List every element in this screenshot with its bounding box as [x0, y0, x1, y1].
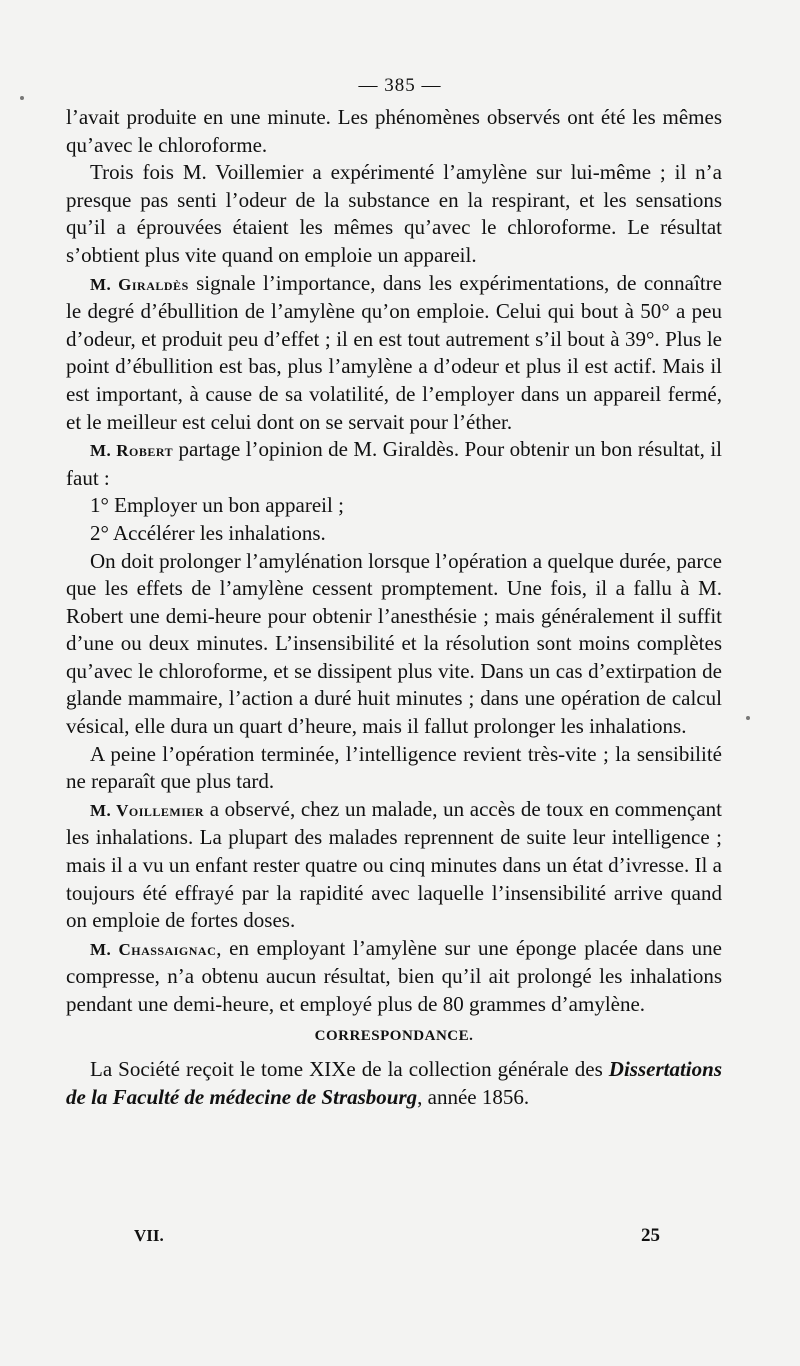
publication-title: Dissertations de la Faculté de médecine de Strasbourg	[66, 1057, 722, 1109]
paragraph-1: l’avait produite en une minute. Les phénomènes observés ont été les mêmes qu’avec le chloroforme.	[66, 105, 722, 157]
list-item-2: 2° Accélérer les inhalations.	[90, 520, 326, 545]
speaker-name: M. Robert	[90, 441, 174, 461]
speck	[746, 716, 750, 720]
paragraph-6: A peine l’opération terminée, l’intelligence revient très-vite ; la sensibilité ne reparaît que plus tard.	[66, 741, 722, 794]
paragraph-8-text: , en employant l’amylène sur une éponge placée dans une compresse, n’a obtenu aucun résultat, bien qu’il ait prolongé les inhalations pendant une demi-heure, et employé plus de 80 grammes d’amylène.	[66, 935, 723, 1016]
signature-mark: VII.	[134, 1226, 164, 1245]
speaker-name: M. Chassaignac	[90, 939, 217, 959]
speaker-name: M. Giraldès	[90, 274, 189, 294]
paragraph-7	[66, 796, 722, 935]
paragraph-4-text: partage l’opinion de M. Giraldès. Pour obtenir un bon résultat, il faut :	[66, 437, 722, 490]
paragraph-9-end: , année 1856.	[417, 1084, 530, 1109]
speaker-name: M. Voillemier	[90, 800, 205, 820]
section-title: CORRESPONDANCE.	[314, 1027, 474, 1044]
paragraph-9	[66, 1056, 722, 1111]
page-number: — 385 —	[358, 75, 442, 96]
paragraph-9-start: La Société reçoit le tome XIXe de la collection générale des	[90, 1057, 609, 1082]
body-text	[66, 104, 722, 1111]
paragraph-3	[66, 270, 722, 437]
paragraph-2: Trois fois M. Voillemier a expérimenté l’amylène sur lui-même ; il n’a presque pas senti l’odeur de la substance en la respirant, et les sensations qu’il a éprouvées étaient les mêmes qu’avec le chloroforme. Le résultat s’obtient plus vite quand on emploie un appareil.	[66, 160, 722, 267]
paragraph-4	[66, 436, 722, 492]
paragraph-3-text: signale l’importance, dans les expérimentations, de connaître le degré d’ébullition de l’amylène qu’on emploie. Celui qui bout à 50° a peu d’odeur, et produit peu d’effet ; il en est tout autrement s’il bout à 39°. Plus le point d’ébullition est bas, plus l’amylène a d’odeur et plus il est actif. Mais il est important, à cause de sa volatilité, de l’employer dans un appareil fermé, et le meilleur est celui dont on se servait pour l’éther.	[66, 270, 722, 434]
paragraph-7-text: a observé, chez un malade, un accès de toux en commençant les inhalations. La plupart des malades reprennent de suite leur intelligence ; mais il a vu un enfant rester quatre ou cinq minutes dans un état d’ivresse. Il a toujours été effrayé par la rapidité avec laquelle l’insensibilité arrive quand on emploie de fortes doses.	[66, 796, 722, 933]
speck	[20, 96, 24, 100]
sheet-number: 25	[641, 1225, 660, 1246]
paragraph-8	[66, 935, 722, 1019]
list-item-1: 1° Employer un bon appareil ;	[90, 493, 344, 518]
paragraph-5: On doit prolonger l’amylénation lorsque l’opération a quelque durée, parce que les effets de l’amylène cessent promptement. Une fois, il a fallu à M. Robert une demi-heure pour obtenir l’anesthésie ; mais généralement il suffit d’une ou deux minutes. L’insensibilité et la résolution sont moins complètes qu’avec le chloroforme, et se dissipent plus vite. Dans un cas d’extirpation de glande mammaire, l’action a duré huit minutes ; dans une opération de calcul vésical, elle dura un quart d’heure, mais il fallut prolonger les inhalations.	[66, 548, 722, 739]
